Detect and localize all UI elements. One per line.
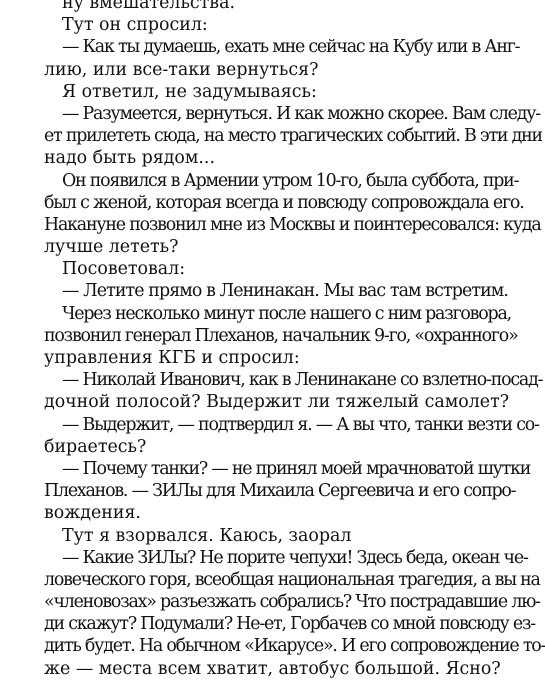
text-line: «членовозах» разъезжать собрались? Что пострадавшие лю-	[44, 592, 540, 613]
text-line: — Какие ЗИЛы? Не порите чепухи! Здесь беда, океан че-	[62, 547, 528, 568]
text-line: — Разумеется, вернуться. И как можно скорее. Вам следу-	[62, 103, 540, 124]
text-line: — Как ты думаешь, ехать мне сейчас на Кубу или в Анг-	[62, 37, 520, 58]
text-line: — Выдержит, — подтвердил я. — А вы что, танки везти со-	[62, 414, 539, 435]
text-line: был с женой, которая всегда и повсюду сопровождала его.	[44, 192, 524, 213]
text-line: Через несколько минут после нашего с ним разговора,	[62, 303, 511, 324]
text-line: управления КГБ и спросил:	[44, 348, 300, 368]
text-line: Тут я взорвался. Каюсь, заорал	[62, 525, 352, 546]
text-line: Я ответил, не задумываясь:	[62, 81, 317, 102]
text-line: надо быть рядом...	[44, 148, 215, 169]
text-line: ди скажут? Подумали? Не-ет, Горбачев со мной повсюду ез-	[44, 614, 535, 635]
text-line: дочной полосой? Выдержит ли тяжелый самолет?	[44, 392, 510, 413]
text-line: — Почему танки? — не принял моей мрачноватой шутки	[62, 458, 531, 479]
text-line: дить будет. На обычном «Икарусе». И его сопровождение то-	[44, 636, 545, 657]
text-line: лучше лететь?	[44, 237, 179, 258]
text-line: Посоветовал:	[62, 259, 186, 280]
text-line: ловеческого горя, всеобщая национальная трагедия, а вы на	[44, 569, 540, 590]
text-line: позвонил генерал Плеханов, начальник 9-го, «охранного»	[44, 325, 518, 346]
text-line: Плеханов. — ЗИЛы для Михаила Сергеевича и его сопро-	[44, 481, 516, 502]
text-line: ну вмешательства.	[62, 0, 235, 13]
text-line: же — места всем хватит, автобус большой. Ясно?	[44, 658, 501, 679]
text-line: бираетесь?	[44, 436, 147, 457]
text-line: — Летите прямо в Ленинакан. Мы вас там встретим.	[62, 281, 509, 302]
text-line: — Николай Иванович, как в Ленинакане со взлетно-посад-	[62, 370, 543, 391]
text-line: Он появился в Армении утром 10-го, была суббота, при-	[62, 170, 519, 191]
text-line: ет прилететь сюда, на место трагических событий. В эти дни	[44, 126, 542, 147]
text-line: лию, или все-таки вернуться?	[44, 59, 319, 80]
text-line: вождения.	[44, 503, 141, 524]
text-line: Накануне позвонил мне из Москвы и поинтересовался: куда	[44, 214, 541, 235]
text-line: Тут он спросил:	[62, 15, 208, 36]
